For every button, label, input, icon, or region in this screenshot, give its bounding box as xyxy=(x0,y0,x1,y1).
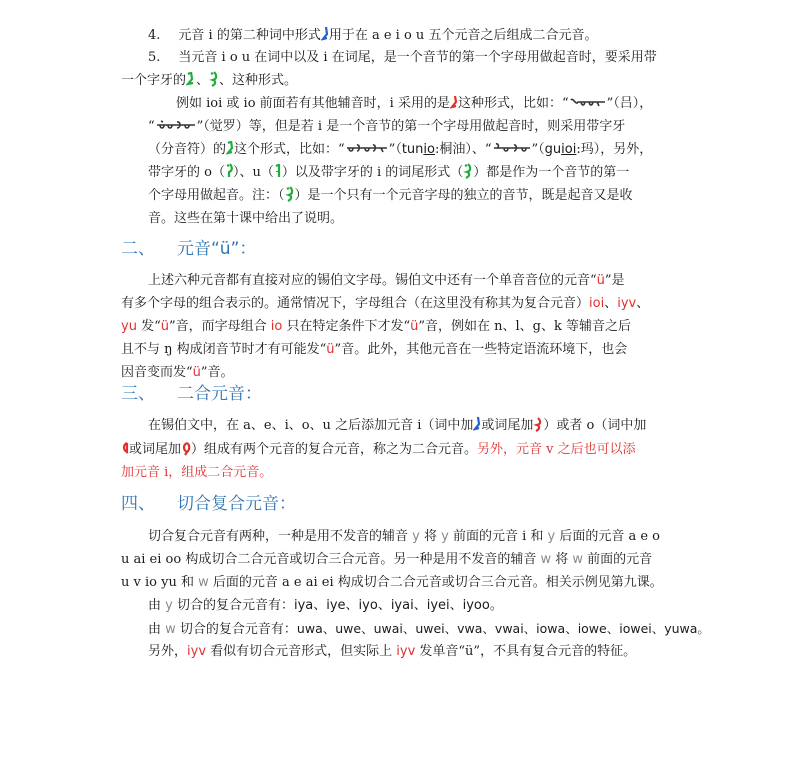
gray-letter: w xyxy=(572,552,583,567)
section2-line-1 xyxy=(148,271,625,291)
example-text: :桐油）、“ xyxy=(434,142,492,157)
section4-line-3 xyxy=(121,573,663,593)
section-number: 二、 xyxy=(121,239,155,259)
section-heading-2 xyxy=(121,237,256,261)
example-text: :玛），另外， xyxy=(576,142,653,157)
item5-text-b2: 、这种形式。 xyxy=(219,73,298,88)
body-text: 将 xyxy=(419,529,442,544)
body-text: 看似有切合元音形式，但实际上 xyxy=(206,644,397,659)
romanization: gu xyxy=(544,142,562,157)
example-line-2 xyxy=(148,117,625,137)
sibe-o-initial-glyph-icon xyxy=(209,71,219,87)
body-text: 发单音“ü”，不具有复合元音的特征。 xyxy=(415,644,637,659)
body-text: 将 xyxy=(551,552,573,567)
body-text: 或词尾加 xyxy=(481,418,534,433)
body-text: 、 xyxy=(636,296,650,311)
body-text: 由 xyxy=(148,598,166,613)
section2-line-2 xyxy=(121,294,649,314)
section-title: 二合元音： xyxy=(177,384,262,404)
example-text: 例如 ioi 或 io 前面若有其他辅音时，i 采用的是 xyxy=(176,96,450,111)
gray-letter: y xyxy=(165,598,173,613)
gray-letter: y xyxy=(441,529,449,544)
highlight-red: ü xyxy=(160,319,169,334)
sibe-word-tunio-icon xyxy=(345,142,389,156)
example-text: ”（ xyxy=(388,142,402,157)
romanization: tun xyxy=(401,142,424,157)
section-heading-4 xyxy=(121,492,296,516)
list-item-4 xyxy=(148,26,597,46)
body-text: 切合的复合元音有： xyxy=(172,598,294,613)
sibe-o-with-tooth-icon xyxy=(225,163,233,179)
highlight-red: iyv xyxy=(187,644,207,659)
gray-letter: w xyxy=(540,552,552,567)
gray-letter: y xyxy=(412,529,420,544)
gray-letter: w xyxy=(198,575,209,590)
sibe-i-initial-glyph-icon xyxy=(186,71,196,87)
sibe-single-vowel-syllable-icon xyxy=(285,186,295,202)
body-text: ”音。此外，其他元音在一些特定语流环境下，也会 xyxy=(334,342,628,357)
list-number: 5. xyxy=(148,50,161,65)
example-text: ）都是作为一个音节的第一 xyxy=(473,165,630,180)
example-line-3 xyxy=(148,140,652,160)
body-text: 有多个字母的组合表示的。通常情况下，字母组合（在这里没有称其为复合元音） xyxy=(121,296,590,311)
section2-line-5 xyxy=(121,363,234,383)
sibe-i-final-red-icon xyxy=(533,416,543,432)
section4-line-4 xyxy=(148,596,503,616)
example-text: 带字牙的 o（ xyxy=(148,165,225,180)
body-text: 上述六种元音都有直接对应的锡伯文字母。锡伯文中还有一个单音音位的元音“ xyxy=(148,273,597,288)
example-text: 这个形式，比如：“ xyxy=(234,142,345,157)
example-line-4 xyxy=(148,163,629,183)
example-text: ”（觉罗）等，但是若 i 是一个音节的第一个字母用做起音时，则采用带字牙 xyxy=(196,119,626,134)
body-text: 另外， xyxy=(148,644,188,659)
item5-text-a: 当元音 i o u 在词中以及 i 在词尾，是一个音节的第一个字母用做起音时，要采用带 xyxy=(178,50,657,65)
body-text: 发“ xyxy=(136,319,161,334)
example-text: ”（ xyxy=(531,142,545,157)
sibe-word-lu-icon xyxy=(569,96,607,110)
body-text: ”音，而字母组合 xyxy=(168,319,271,334)
section4-line-2 xyxy=(121,550,652,570)
sibe-o-medial-red-icon xyxy=(121,440,129,456)
body-text: 后面的元音 a e o xyxy=(555,529,661,544)
body-text: u v io yu 和 xyxy=(121,575,199,590)
body-text: 、 xyxy=(604,296,618,311)
example-text: ）以及带字牙的 i 的词尾形式（ xyxy=(281,165,464,180)
body-text: 在锡伯文中，在 a、e、i、o、u 之后添加元音 i（词中加 xyxy=(148,418,474,433)
item5-text-b1: 一个字牙的 xyxy=(121,73,187,88)
body-text: 前面的元音 xyxy=(583,552,653,567)
item5-sep: 、 xyxy=(196,73,210,88)
highlight-red: 加元音 i，组成二合元音。 xyxy=(121,465,273,480)
highlight-red: 另外，元音 v 之后也可以添 xyxy=(477,442,636,457)
item4-text-b: 用于在 a e i o u 五个元音之后组成二合元音。 xyxy=(328,28,598,43)
sibe-i-red-glyph-icon xyxy=(450,94,458,110)
section3-line-2 xyxy=(121,440,636,460)
sibe-i-medial-glyph-icon xyxy=(321,26,329,42)
romanization-underlined: ioi xyxy=(561,142,577,157)
body-text: ”音，例如在 n、l、g、k 等辅音之后 xyxy=(418,319,631,334)
item4-text-a: 元音 i 的第二种词中形式 xyxy=(178,28,321,43)
body-text: u ai ei oo 构成切合二合元音或切合三合元音。另一种是用不发音的辅音 xyxy=(121,552,541,567)
section2-line-3 xyxy=(121,317,631,337)
sibe-i-final-glyph-icon xyxy=(463,163,473,179)
highlight-red: io xyxy=(270,319,283,334)
highlight-red: iyv xyxy=(617,296,637,311)
example-text: “ xyxy=(148,119,155,134)
example-text: 这种形式，比如：“ xyxy=(457,96,569,111)
gray-letter: w xyxy=(165,622,176,637)
body-text: 切合复合元音有两种，一种是用不发音的辅音 xyxy=(148,529,413,544)
list-item-5 xyxy=(148,48,657,68)
body-text: 或词尾加 xyxy=(129,442,182,457)
sibe-u-with-tooth-icon xyxy=(274,163,282,179)
section4-line-5 xyxy=(148,619,710,640)
example-text: （分音符）的 xyxy=(148,142,227,157)
example-line-1 xyxy=(176,94,652,114)
example-text: ）是一个只有一个元音字母的独立的音节，既是起音又是收 xyxy=(294,188,633,203)
highlight-red: iyv xyxy=(396,644,416,659)
example-text: ）、u（ xyxy=(232,165,274,180)
example-text: 音。这些在第十课中给出了说明。 xyxy=(148,211,344,226)
example-text: ”（吕）， xyxy=(606,96,653,111)
highlight-red: ü xyxy=(326,342,335,357)
section-heading-3 xyxy=(121,382,262,406)
highlight-red: ioi xyxy=(589,296,605,311)
section-number: 三、 xyxy=(121,384,155,404)
section3-line-3 xyxy=(121,463,272,483)
body-text: ）或者 o（词中加 xyxy=(543,418,647,433)
example-list: iya、iye、iyo、iyai、iyei、iyoo。 xyxy=(293,598,503,613)
body-text: ”是 xyxy=(604,273,625,288)
item5-line-2 xyxy=(121,71,297,91)
body-text: 切合的复合元音有： xyxy=(175,622,297,637)
example-line-6 xyxy=(148,209,343,229)
body-text: 前面的元音 i 和 xyxy=(448,529,548,544)
sibe-o-final-red-icon xyxy=(181,440,191,456)
example-text: 个字母用做起音。注：（ xyxy=(148,188,285,203)
sibe-word-guioi-icon xyxy=(492,142,532,156)
sibe-i-green-glyph-icon xyxy=(226,140,234,156)
example-list: uwa、uwe、uwai、uwei、vwa、vwai、iowa、iowe、iowei、yuwa。 xyxy=(296,621,710,636)
sibe-word-gioro-icon xyxy=(155,119,197,133)
highlight-red: yu xyxy=(121,319,137,334)
gray-letter: y xyxy=(547,529,556,544)
section-title: 元音“ü”： xyxy=(177,239,257,259)
section4-line-6 xyxy=(148,642,636,662)
highlight-red: ü xyxy=(410,319,419,334)
body-text: ”音。 xyxy=(200,365,234,380)
body-text: ）组成有两个元音的复合元音，称之为二合元音。 xyxy=(191,442,478,457)
body-text: 后面的元音 a e ai ei 构成切合二合元音或切合三合元音。相关示例见第九课。 xyxy=(208,575,663,590)
romanization-underlined: io xyxy=(423,142,435,157)
section-title: 切合复合元音： xyxy=(177,494,296,514)
list-number: 4. xyxy=(148,28,161,43)
example-line-5 xyxy=(148,186,633,206)
section3-line-1 xyxy=(148,416,646,436)
body-text: 因音变而发“ xyxy=(121,365,193,380)
highlight-red: ü xyxy=(192,365,201,380)
highlight-red: ü xyxy=(596,273,605,288)
section-number: 四、 xyxy=(121,494,155,514)
body-text: 且不与 ŋ 构成闭音节时才有可能发“ xyxy=(121,342,327,357)
section4-line-1 xyxy=(148,527,660,547)
section2-line-4 xyxy=(121,340,627,360)
body-text: 由 xyxy=(148,622,166,637)
body-text: 只在特定条件下才发“ xyxy=(282,319,411,334)
